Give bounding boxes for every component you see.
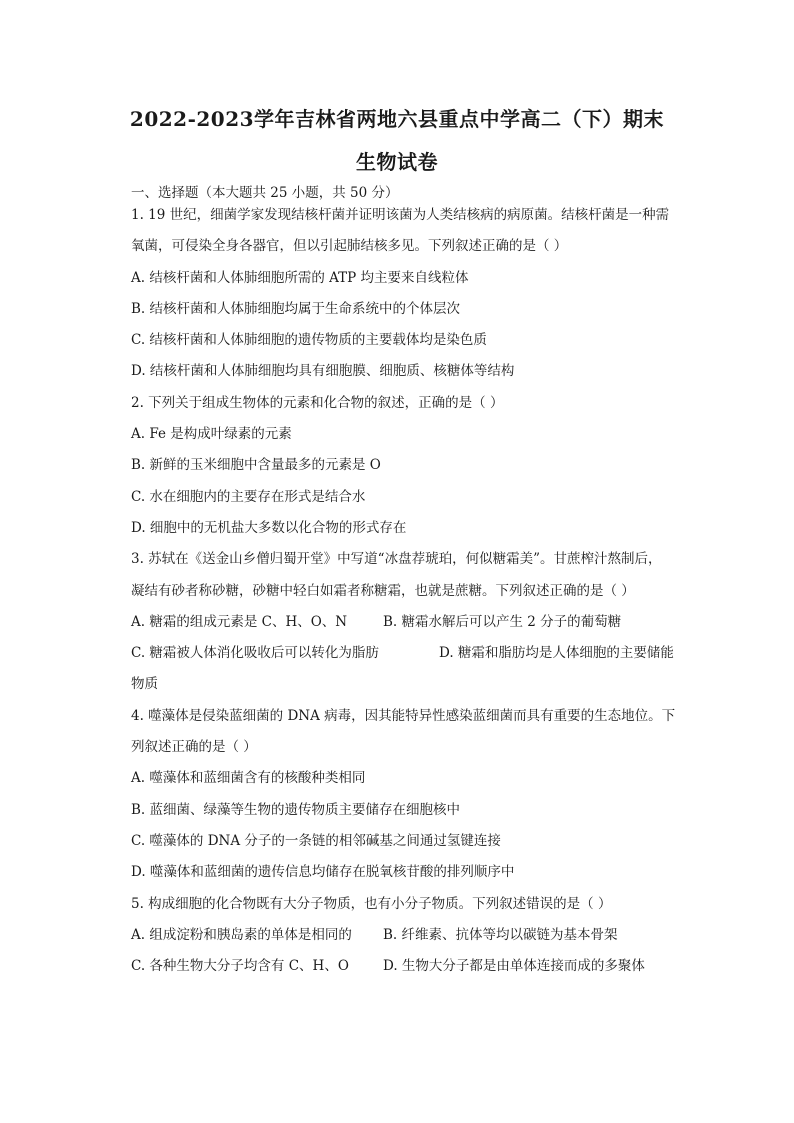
q4-stem-line2: 列叙述正确的是（ ） <box>131 739 257 756</box>
section-header: 一、选择题（本大题共 25 小题，共 50 分） <box>131 185 399 201</box>
q3-options-row1 <box>131 607 696 638</box>
q1-option-b: B. 结核杆菌和人体肺细胞均属于生命系统中的个体层次 <box>131 300 461 317</box>
q4-option-d: D. 噬藻体和蓝细菌的遗传信息均储存在脱氧核苷酸的排列顺序中 <box>131 864 515 881</box>
q4-option-b: B. 蓝细菌、绿藻等生物的遗传物质主要储存在细胞核中 <box>131 801 461 818</box>
q3-option-d-continued: 物质 <box>131 676 158 693</box>
q5-options-row1 <box>131 920 696 951</box>
q3-option-b: B. 糖霜水解后可以产生 2 分子的葡萄糖 <box>383 613 622 630</box>
q4-option-c: C. 噬藻体的 DNA 分子的一条链的相邻碱基之间通过氢键连接 <box>131 832 501 849</box>
q2-option-d: D. 细胞中的无机盐大多数以化合物的形式存在 <box>131 519 407 536</box>
q5-options-row2 <box>131 951 696 982</box>
q1-option-d: D. 结核杆菌和人体肺细胞均具有细胞膜、细胞质、核糖体等结构 <box>131 363 515 380</box>
q4-stem-line1: 4. 噬藻体是侵染蓝细菌的 DNA 病毒，因其能特异性感染蓝细菌而具有重要的生态地位。下 <box>131 707 676 724</box>
q1-stem-line2: 氧菌，可侵染全身各器官，但以引起肺结核多见。下列叙述正确的是（ ） <box>131 238 568 255</box>
q3-options-row2 <box>131 638 696 669</box>
q2-option-c: C. 水在细胞内的主要存在形式是结合水 <box>131 488 366 505</box>
q3-stem-line2: 凝结有砂者称砂糖，砂糖中轻白如霜者称糖霜，也就是蔗糖。下列叙述正确的是（ ） <box>131 582 635 599</box>
q1-stem-line1: 1. 19 世纪，细菌学家发现结核杆菌并证明该菌为人类结核病的病原菌。结核杆菌是一种需 <box>131 207 670 223</box>
q2-stem: 2. 下列关于组成生物体的元素和化合物的叙述，正确的是（ ） <box>131 394 504 411</box>
q1-option-a: A. 结核杆菌和人体肺细胞所需的 ATP 均主要来自线粒体 <box>131 269 469 286</box>
q3-option-c: C. 糖霜被人体消化吸收后可以转化为脂肪 <box>131 645 379 662</box>
q3-option-a: A. 糖霜的组成元素是 C、H、O、N <box>131 613 348 630</box>
question-list <box>131 200 696 982</box>
q5-option-b: B. 纤维素、抗体等均以碳链为基本骨架 <box>383 926 618 943</box>
q3-option-d: D. 糖霜和脂肪均是人体细胞的主要储能 <box>439 645 674 662</box>
q4-option-a: A. 噬藻体和蓝细菌含有的核酸种类相同 <box>131 770 366 787</box>
q3-stem-line1: 3. 苏轼在《送金山乡僧归蜀开堂》中写道“冰盘荐琥珀，何似糖霜美”。甘蔗榨汁熬制后， <box>131 551 662 568</box>
q5-option-d: D. 生物大分子都是由单体连接而成的多聚体 <box>383 958 645 975</box>
q5-stem: 5. 构成细胞的化合物既有大分子物质，也有小分子物质。下列叙述错误的是（ ） <box>131 895 612 912</box>
exam-title: 2022-2023学年吉林省两地六县重点中学高二（下）期末 <box>129 107 665 131</box>
q1-option-c: C. 结核杆菌和人体肺细胞的遗传物质的主要载体均是染色质 <box>131 332 487 349</box>
q2-option-a: A. Fe 是构成叶绿素的元素 <box>131 426 292 443</box>
q5-option-c: C. 各种生物大分子均含有 C、H、O <box>131 958 349 975</box>
q2-option-b: B. 新鲜的玉米细胞中含量最多的元素是 O <box>131 457 381 474</box>
exam-subtitle: 生物试卷 <box>356 150 438 174</box>
q5-option-a: A. 组成淀粉和胰岛素的单体是相同的 <box>131 926 352 943</box>
